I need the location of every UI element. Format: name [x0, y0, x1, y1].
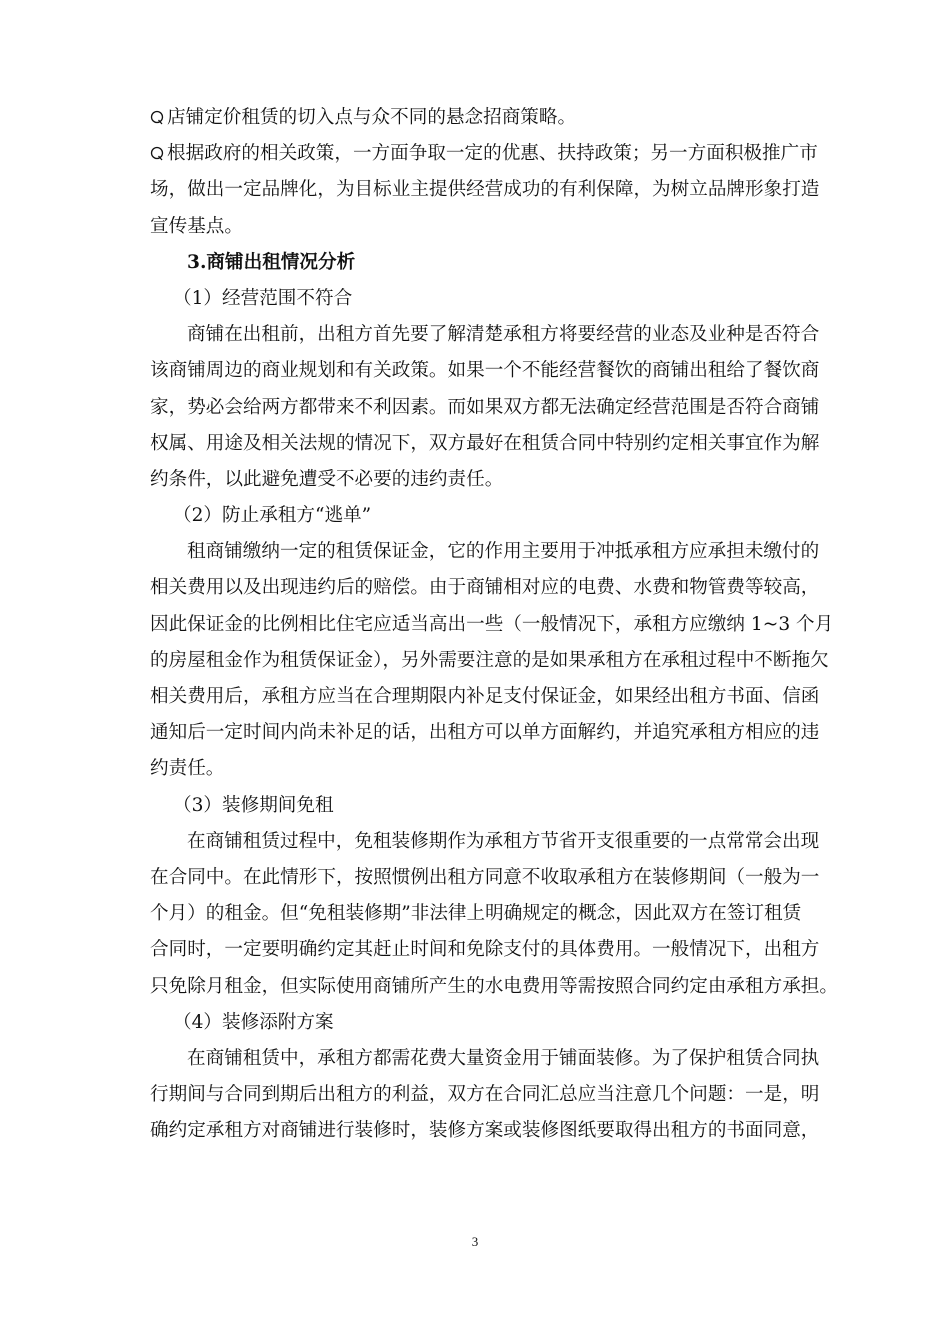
paragraph-line: 相关费用以及出现违约后的赔偿。由于商铺相对应的电费、水费和物管费等较高，	[150, 577, 820, 599]
paragraph-line: 个月）的租金。但“免租装修期”非法律上明确规定的概念，因此双方在签订租赁	[150, 903, 802, 925]
paragraph-line: 该商铺周边的商业规划和有关政策。如果一个不能经营餐饮的商铺出租给了餐饮商	[150, 360, 820, 382]
paragraph-line: 因此保证金的比例相比住宅应适当高出一些（一般情况下，承租方应缴纳 1~3 个月	[150, 613, 834, 635]
paragraph-line: 商铺在出租前，出租方首先要了解清楚承租方将要经营的业态及业种是否符合	[187, 324, 820, 346]
paragraph-line: 相关费用后，承租方应当在合理期限内补足支付保证金，如果经出租方书面、信函	[150, 686, 820, 707]
paragraph-line: 在合同中。在此情形下，按照惯例出租方同意不收取承租方在装修期间（一般为一	[150, 866, 820, 888]
bullet-text: 店铺定价租赁的切入点与众不同的悬念招商策略。	[167, 107, 577, 128]
paragraph-line: 在商铺租赁中，承租方都需花费大量资金用于铺面装修。为了保护租赁合同执	[187, 1047, 820, 1069]
paragraph-line: 场，做出一定品牌化，为目标业主提供经营成功的有利保障，为树立品牌形象打造	[150, 179, 820, 201]
subsection-title: （4）装修添附方案	[173, 1011, 334, 1033]
paragraph-line: 只免除月租金，但实际使用商铺所产生的水电费用等需按照合同约定由承租方承担。	[150, 975, 838, 997]
page-body	[150, 100, 840, 1149]
paragraph-line: 通知后一定时间内尚未补足的话，出租方可以单方面解约，并追究承租方相应的违	[150, 722, 820, 744]
section-heading: 3.商铺出租情况分析	[187, 251, 356, 273]
paragraph-line: 权属、用途及相关法规的情况下，双方最好在租赁合同中特别约定相关事宜作为解	[150, 432, 820, 454]
bullet-item	[150, 100, 840, 136]
page-number: 3	[471, 1234, 479, 1249]
paragraph-line: 合同时，一定要明确约定其赶止时间和免除支付的具体费用。一般情况下，出租方	[150, 939, 820, 961]
paragraph-line: 宣传基点。	[150, 215, 243, 237]
bullet-text: 根据政府的相关政策，一方面争取一定的优惠、扶持政策；另一方面积极推广市	[167, 143, 818, 165]
subsection-title: （1）经营范围不符合	[173, 287, 353, 309]
bullet-q-icon	[150, 146, 165, 161]
paragraph-line: 的房屋租金作为租赁保证金），另外需要注意的是如果承租方在承租过程中不断拖欠	[150, 649, 829, 671]
paragraph-line: 约条件，以此避免遭受不必要的违约责任。	[150, 468, 504, 490]
bullet-item	[150, 136, 840, 172]
bullet-q-icon	[150, 110, 165, 125]
paragraph-line: 行期间与合同到期后出租方的利益，双方在合同汇总应当注意几个问题：一是，明	[150, 1084, 820, 1106]
subsection-title: （3）装修期间免租	[173, 794, 334, 816]
paragraph-line: 在商铺租赁过程中，免租装修期作为承租方节省开支很重要的一点常常会出现	[187, 830, 820, 852]
paragraph-line: 确约定承租方对商铺进行装修时，装修方案或装修图纸要取得出租方的书面同意，	[150, 1120, 820, 1142]
subsection-title: （2）防止承租方“逃单”	[173, 505, 372, 527]
paragraph-line: 家，势必会给两方都带来不利因素。而如果双方都无法确定经营范围是否符合商铺	[150, 396, 820, 418]
paragraph-line: 租商铺缴纳一定的租赁保证金，它的作用主要用于冲抵承租方应承担未缴付的	[187, 541, 820, 563]
paragraph-line: 约责任。	[150, 758, 225, 780]
